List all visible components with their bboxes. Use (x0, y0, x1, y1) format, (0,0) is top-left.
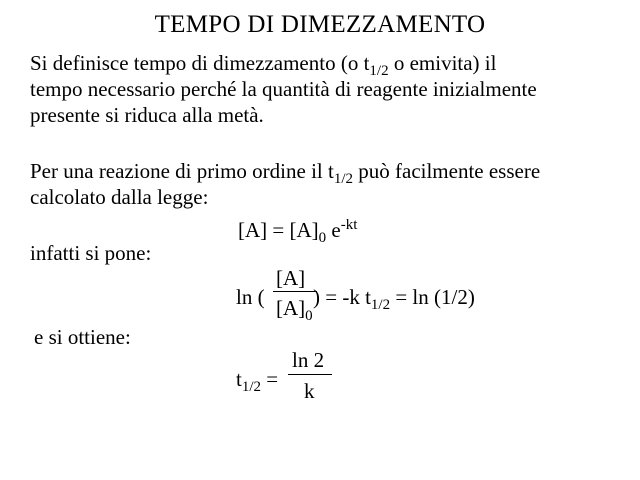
first-order-subscript: 1/2 (333, 171, 353, 187)
definition-text-b: o emivita) il (388, 51, 497, 75)
definition-text-a: Si definisce tempo di dimezzamento (o t (30, 51, 370, 75)
half-life-subscript: 1/2 (369, 63, 389, 79)
first-order-text-a: Per una reazione di primo ordine il t (30, 159, 334, 183)
infatti-label: infatti si pone: (30, 241, 152, 265)
log-denominator-text: [A] (276, 296, 306, 320)
log-suffix-text: = ln (1/2) (390, 285, 475, 309)
log-prefix: ln ( (236, 285, 265, 309)
half-life-t: t (236, 367, 242, 391)
log-denominator (276, 295, 313, 329)
first-order-text-b: può facilmente essere (353, 159, 541, 183)
page-title: TEMPO DI DIMEZZAMENTO (154, 11, 486, 38)
half-life-lhs-subscript: 1/2 (241, 379, 262, 395)
half-life-equals: = (261, 367, 279, 391)
rate-law-equation (238, 212, 357, 251)
log-numerator: [A] (276, 266, 306, 290)
log-mid-text: ) = -k t (313, 285, 371, 309)
first-order-line-2: calcolato dalla legge: (30, 185, 209, 209)
definition-line-3: presente si riduca alla metà. (30, 103, 264, 127)
si-ottiene-label: e si ottiene: (34, 325, 131, 349)
half-life-fraction-bar (288, 374, 332, 375)
rate-law-exp-base: e (326, 218, 341, 242)
log-fraction-bar (273, 291, 317, 292)
half-life-lhs (236, 366, 278, 400)
rate-law-exponent: -kt (340, 217, 358, 233)
rate-law-subscript: 0 (318, 230, 327, 246)
log-rhs (313, 284, 475, 318)
half-life-denominator: k (304, 379, 315, 403)
log-mid-subscript: 1/2 (370, 297, 391, 313)
definition-line-2: tempo necessario perché la quantità di reagente inizialmente (30, 77, 537, 101)
rate-law-left: [A] = [A] (238, 218, 319, 242)
half-life-numerator: ln 2 (292, 348, 325, 372)
log-denominator-subscript: 0 (305, 308, 313, 324)
